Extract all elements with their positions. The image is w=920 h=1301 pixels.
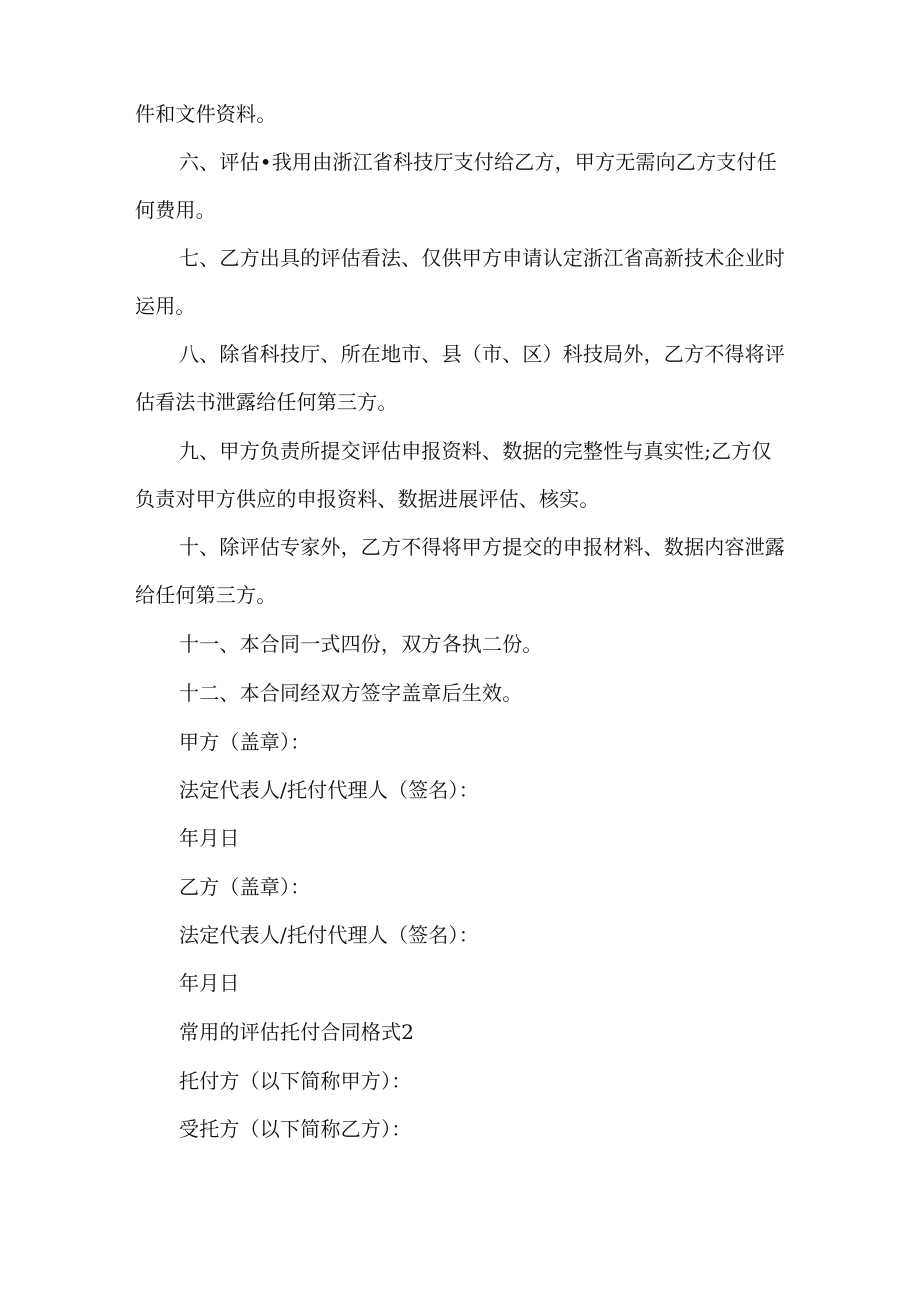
clause-8-line-1: 八、除省科技厅、所在地市、县（市、区）科技局外，乙方不得将评 [179,342,785,366]
section-title: 常用的评估托付合同格式2 [179,1020,415,1044]
party-b-date: 年月日 [179,971,240,995]
party-a-date: 年月日 [179,826,240,850]
party-a-seal: 甲方（盖章）： [179,730,311,754]
paragraph-line: 件和文件资料。 [135,102,277,126]
party-b-seal: 乙方（盖章）： [179,875,311,899]
clause-7-line-2: 运用。 [135,294,196,318]
clause-11: 十一、本合同一式四份，双方各执二份。 [179,632,543,656]
clause-12: 十二、本合同经双方签字盖章后生效。 [179,681,523,705]
clause-9-line-2: 负责对甲方供应的申报资料、数据进展评估、核实。 [135,487,600,511]
client-party-line: 托付方（以下简称甲方）： [179,1069,412,1093]
party-a-representative: 法定代表人/托付代理人（签名）： [179,778,479,802]
clause-10-line-2: 给任何第三方。 [135,583,277,607]
clause-9-line-1: 九、甲方负责所提交评估申报资料、数据的完整性与真实性;乙方仅 [179,439,772,463]
trustee-party-line: 受托方（以下简称乙方）： [179,1117,412,1141]
clause-10-line-1: 十、除评估专家外，乙方不得将甲方提交的申报材料、数据内容泄露 [179,535,785,559]
clause-6-line-1: 六、评估•我用由浙江省科技厅支付给乙方，甲方无需向乙方支付任 [179,150,777,174]
clause-7-line-1: 七、乙方出具的评估看法、仅供甲方申请认定浙江省高新技术企业时 [179,246,785,270]
party-b-representative: 法定代表人/托付代理人（签名）： [179,923,479,947]
clause-8-line-2: 估看法书泄露给任何第三方。 [135,390,398,414]
clause-6-line-2: 何费用。 [135,198,216,222]
